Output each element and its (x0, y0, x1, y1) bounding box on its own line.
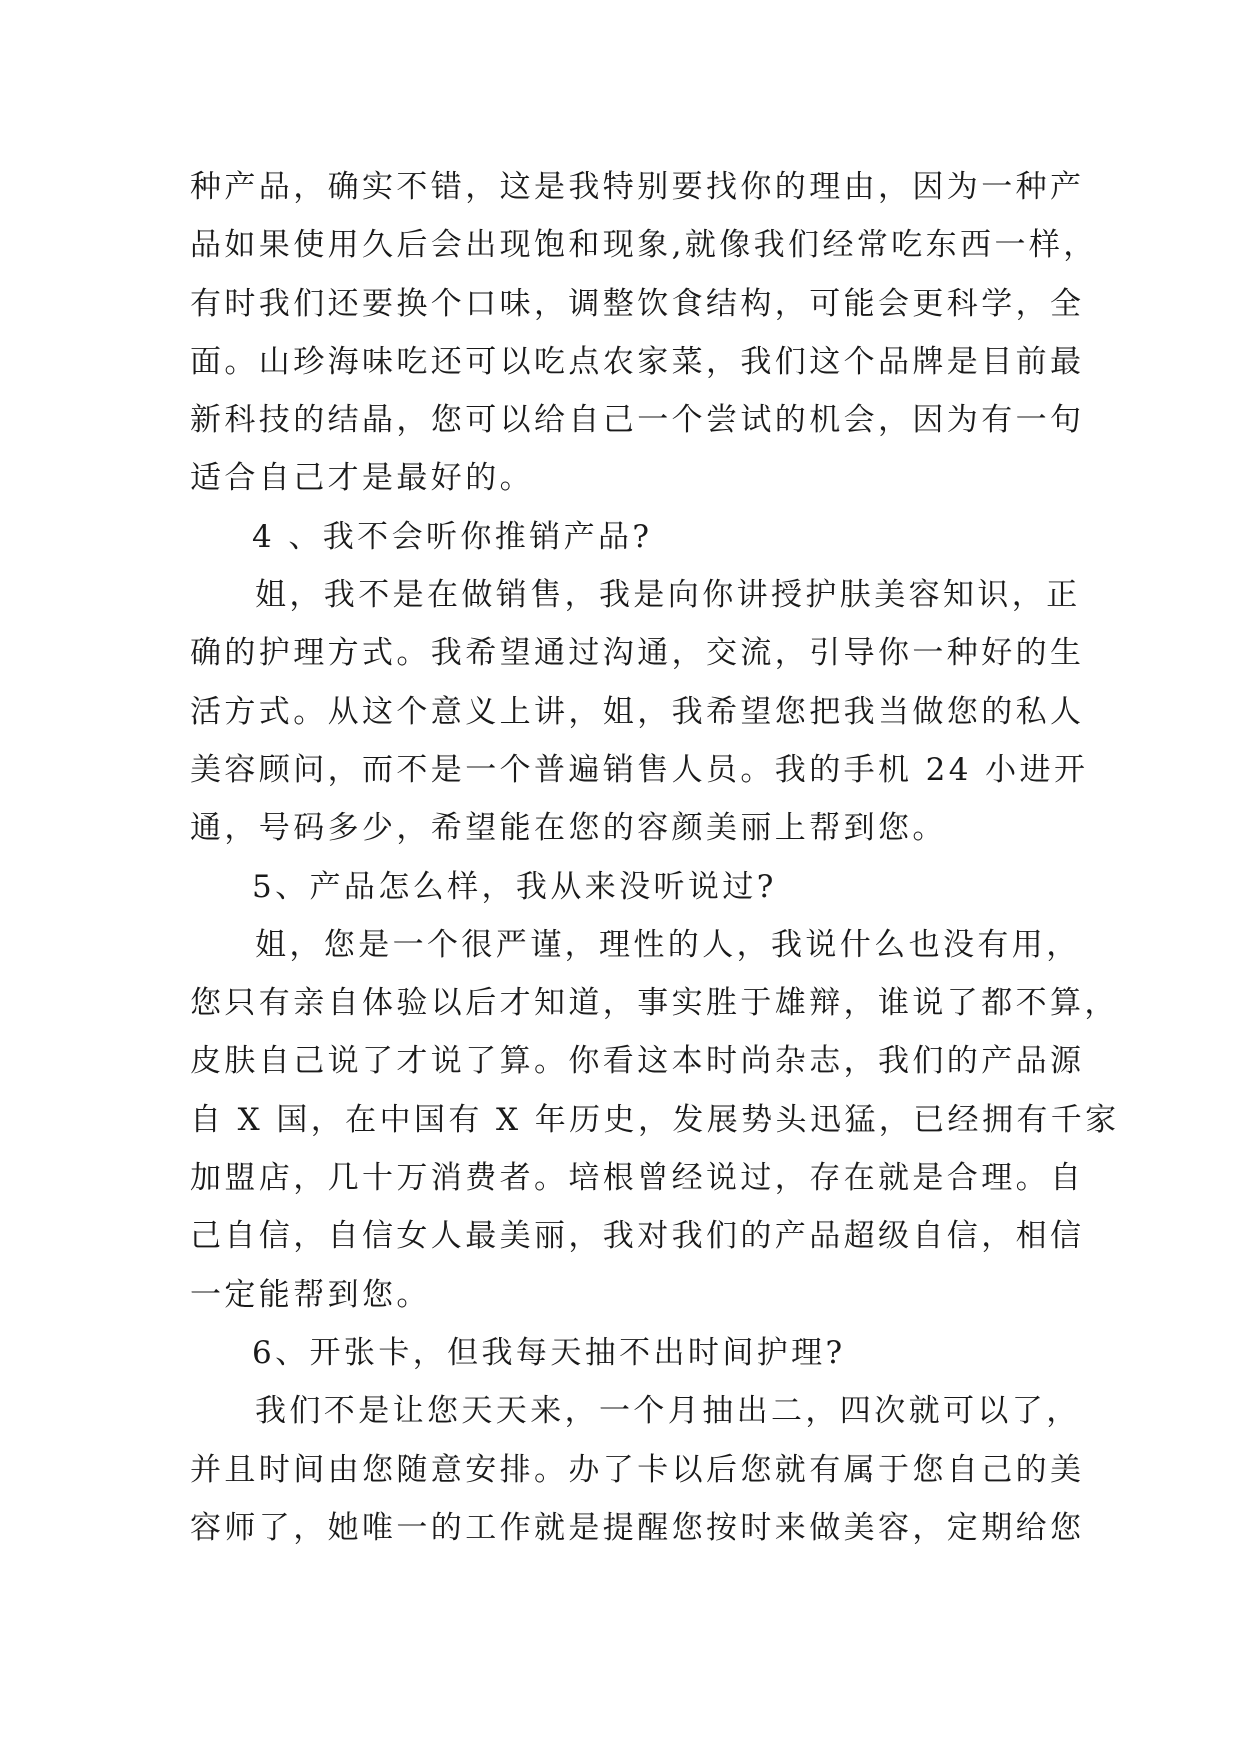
paragraph-line: 姐，我不是在做销售，我是向你讲授护肤美容知识，正 (255, 577, 1081, 614)
paragraph-line: 皮肤自己说了才说了算。你看这本时尚杂志，我们的产品源 (190, 1043, 1085, 1080)
paragraph-line: 适合自己才是最好的。 (190, 460, 534, 497)
paragraph-line: 通，号码多少，希望能在您的容颜美丽上帮到您。 (190, 810, 947, 847)
paragraph-line: 并且时间由您随意安排。办了卡以后您就有属于您自己的美 (190, 1451, 1085, 1488)
paragraph-line: 加盟店，几十万消费者。培根曾经说过，存在就是合理。自 (190, 1160, 1085, 1197)
document-body (190, 158, 1120, 1557)
paragraph-line: 活方式。从这个意义上讲，姐，我希望您把我当做您的私人 (190, 693, 1085, 730)
paragraph-line: 面。山珍海味吃还可以吃点农家菜，我们这个品牌是目前最 (190, 343, 1085, 380)
paragraph-line: 容师了，她唯一的工作就是提醒您按时来做美容，定期给您 (190, 1509, 1085, 1546)
paragraph-line: 种产品，确实不错，这是我特别要找你的理由，因为一种产 (190, 169, 1085, 205)
question-heading-4: 4 、我不会听你推销产品? (252, 518, 653, 555)
question-heading-6: 6、开张卡，但我每天抽不出时间护理? (252, 1334, 846, 1371)
paragraph-line: 我们不是让您天天来，一个月抽出二，四次就可以了， (255, 1393, 1081, 1430)
paragraph-line: 姐，您是一个很严谨，理性的人，我说什么也没有用， (255, 926, 1081, 963)
paragraph-line: 一定能帮到您。 (190, 1276, 431, 1313)
paragraph-line: 有时我们还要换个口味，调整饮食结构，可能会更科学，全 (190, 285, 1085, 322)
question-heading-5: 5、产品怎么样，我从来没听说过? (252, 868, 777, 905)
paragraph-line: 您只有亲自体验以后才知道，事实胜于雄辩，谁说了都不算， (190, 985, 1119, 1022)
paragraph-line: 新科技的结晶，您可以给自己一个尝试的机会，因为有一句 (190, 402, 1085, 439)
paragraph-line: 自 X 国，在中国有 X 年历史，发展势头迅猛，已经拥有千家 (190, 1101, 1120, 1138)
paragraph-line: 己自信，自信女人最美丽，我对我们的产品超级自信，相信 (190, 1218, 1085, 1255)
paragraph-line: 美容顾问，而不是一个普遍销售人员。我的手机 24 小进开 (190, 751, 1089, 788)
paragraph-line: 确的护理方式。我希望通过沟通，交流，引导你一种好的生 (190, 635, 1085, 672)
paragraph-line: 品如果使用久后会出现饱和现象,就像我们经常吃东西一样， (190, 227, 1098, 264)
